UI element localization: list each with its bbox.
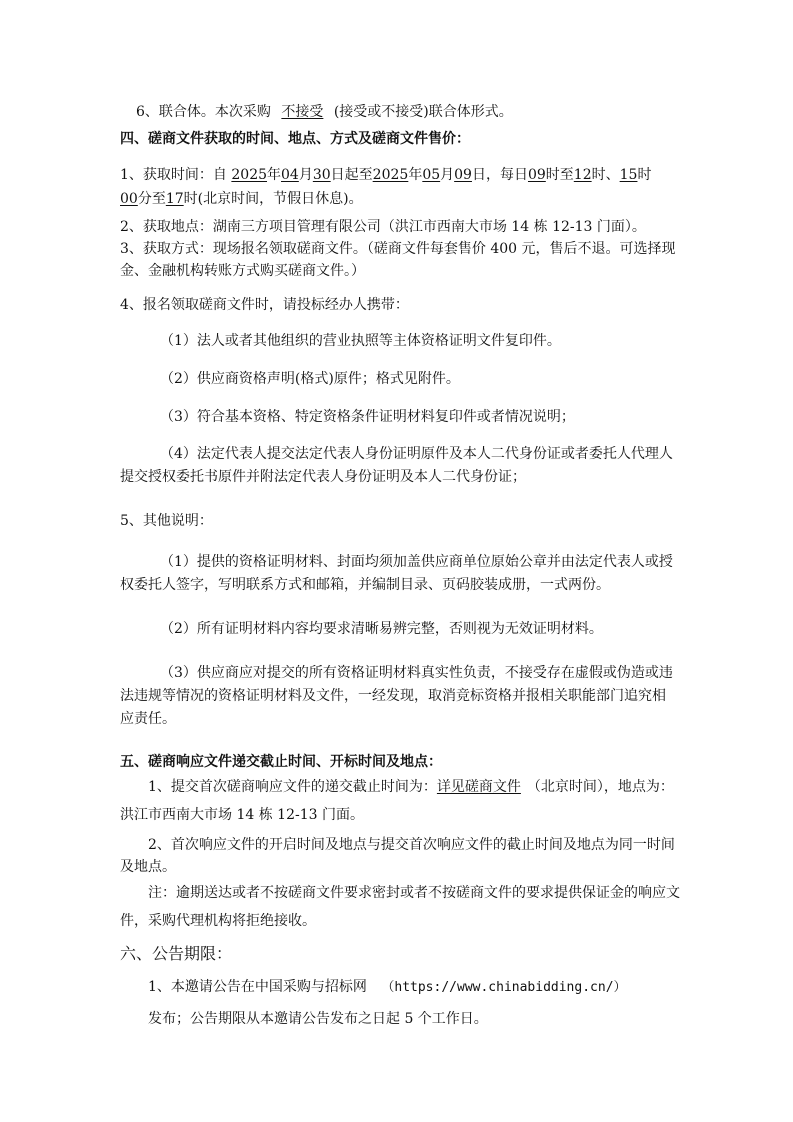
start-day: 30 <box>312 167 331 183</box>
item6-value: 不接受 <box>281 104 324 120</box>
bring-item-1: （1）法人或者其他组织的营业执照等主体资格证明文件复印件。 <box>160 333 561 349</box>
item6-line <box>136 103 513 121</box>
item6-post: (接受或不接受)联合体形式。 <box>333 104 513 120</box>
other-1-line1: （1）提供的资格证明材料、封面均须加盖供应商单位原始公章并由法定代表人或授 <box>160 554 673 570</box>
minute: 00 <box>120 191 138 207</box>
get-time-line2 <box>120 190 363 208</box>
s5-p1-line2: 洪江市西南大市场 14 栋 12-13 门面。 <box>120 807 364 823</box>
text-beijing-time: 时(北京时间，节假日休息)。 <box>183 191 363 207</box>
other-3-line1: （3）供应商应对提交的所有资格证明材料真实性负责，不接受存在虚假或伪造或违 <box>160 665 673 681</box>
text-hour: 时 <box>637 167 652 183</box>
section5-heading: 五、磋商响应文件递交截止时间、开标时间及地点： <box>120 754 442 770</box>
s6-p1 <box>148 978 627 997</box>
bring-heading: 4、报名领取磋商文件时，请投标经办人携带： <box>120 297 409 313</box>
text-hour-to: 时至 <box>545 167 574 183</box>
bring-item-4-line2: 提交授权委托书原件并附法定代表人身份证明及本人二代身份证； <box>120 469 526 485</box>
deadline-value: 详见磋商文件 <box>436 779 521 795</box>
bring-item-4-line1: （4）法定代表人提交法定代表人身份证明原件及本人二代身份证或者委托人代理人 <box>160 446 673 462</box>
text-month2: 月 <box>440 167 455 183</box>
text-hour-sep: 时、 <box>591 167 620 183</box>
other-3-line3: 应责任。 <box>120 711 176 727</box>
hour-1: 09 <box>527 167 546 183</box>
s5-p1-line1 <box>148 778 674 796</box>
end-month: 05 <box>422 167 441 183</box>
section6-heading: 六、公告期限： <box>120 944 233 963</box>
bring-item-2: （2）供应商资格声明(格式)原件；格式见附件。 <box>160 371 460 387</box>
text-minute-to: 分至 <box>137 191 166 207</box>
s5-p1-post: （北京时间），地点为： <box>526 779 674 795</box>
end-year: 2025 <box>372 167 409 183</box>
hour-2: 12 <box>573 167 592 183</box>
item6-pre: 6、联合体。本次采购 <box>136 104 271 120</box>
text-year2: 年 <box>408 167 423 183</box>
get-time-line <box>120 166 651 184</box>
s5-note-line1: 注：逾期送达或者不按磋商文件要求密封或者不按磋商文件的要求提供保证金的响应文 <box>148 885 680 901</box>
bring-item-3: （3）符合基本资格、特定资格条件证明材料复印件或者情况说明； <box>160 409 575 425</box>
other-3-line2: 法违规等情况的资格证明材料及文件，一经发现，取消竞标资格并报相关职能部门追究相 <box>120 688 666 704</box>
hour-3: 15 <box>619 167 638 183</box>
hour-4: 17 <box>165 191 184 207</box>
s5-note-line2: 件，采购代理机构将拒绝接收。 <box>120 913 316 929</box>
get-method-line1: 3、获取方式：现场报名领取磋商文件。（磋商文件每套售价 400 元，售后不退。可选择现 <box>120 241 676 257</box>
s5-p1-pre: 1、提交首次磋商响应文件的递交截止时间为： <box>148 779 437 795</box>
text-year: 年 <box>267 167 282 183</box>
other-heading: 5、其他说明： <box>120 513 213 529</box>
s5-p2-line1: 2、首次响应文件的开启时间及地点与提交首次响应文件的截止时间及地点为同一时间 <box>148 837 675 853</box>
text-daily: 日，每日 <box>471 167 528 183</box>
get-time-label: 1、获取时间：自 <box>120 167 227 183</box>
text-day-to: 日起至 <box>330 167 373 183</box>
s5-p2-line2: 及地点。 <box>120 859 176 875</box>
s6-p2: 发布；公告期限从本邀请公告发布之日起 5 个工作日。 <box>148 1011 488 1027</box>
chinabidding-url: （https://www.chinabidding.cn/） <box>381 980 627 995</box>
s6-p1-pre: 1、本邀请公告在中国采购与招标网 <box>148 979 367 995</box>
text-month: 月 <box>298 167 313 183</box>
get-method-line2: 金、金融机构转账方式购买磋商文件。） <box>120 263 365 279</box>
end-day: 09 <box>454 167 472 183</box>
section4-heading: 四、磋商文件获取的时间、地点、方式及磋商文件售价： <box>120 131 470 147</box>
start-year: 2025 <box>231 167 268 183</box>
start-month: 04 <box>281 167 299 183</box>
get-place: 2、获取地点：湖南三方项目管理有限公司（洪江市西南大市场 14 栋 12-13 门面）。 <box>120 219 646 235</box>
other-1-line2: 权委托人签字，写明联系方式和邮箱，并编制目录、页码胶装成册，一式两份。 <box>120 577 610 593</box>
other-2: （2）所有证明材料内容均要求清晰易辨完整，否则视为无效证明材料。 <box>160 621 603 637</box>
